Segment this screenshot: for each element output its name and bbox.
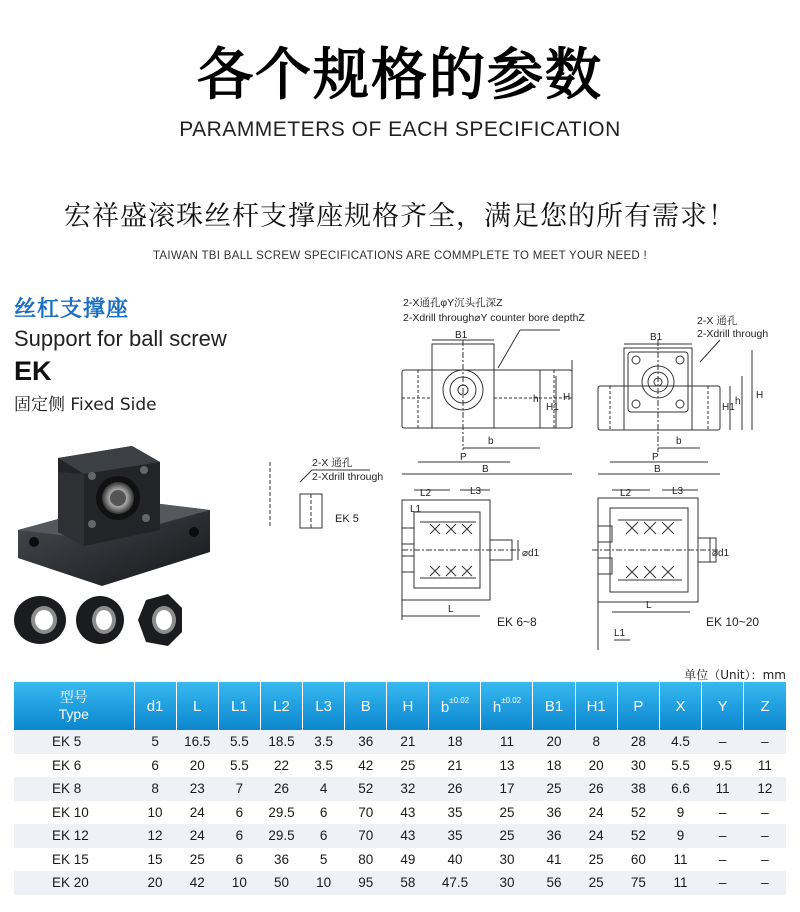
header-l2: L2 [260,682,302,730]
header-z: Z [744,682,786,730]
table-cell: 32 [387,777,429,801]
product-code: EK [14,356,52,386]
table-cell: 10 [303,871,345,895]
header-l3: L3 [303,682,345,730]
header-y: Y [702,682,744,730]
table-cell: 26 [575,777,617,801]
dim-l-left: L [448,604,454,615]
dim-b-right: b [676,436,682,447]
table-cell: 9 [659,801,701,825]
dim-l2-left: L2 [420,488,432,499]
table-cell: 16.5 [176,730,218,754]
table-cell: 25 [575,848,617,872]
table-cell: 26 [429,777,481,801]
table-cell: – [744,824,786,848]
dim-p-left: P [460,452,467,463]
header-h [481,682,533,730]
table-cell: 25 [481,801,533,825]
table-cell: 43 [387,801,429,825]
header-bb: B [345,682,387,730]
table-cell: 17 [481,777,533,801]
dim-h-right: h [735,396,741,407]
table-cell: 3.5 [303,730,345,754]
slogan-text: 宏祥盛滚珠丝杆支撑座规格齐全，满足您的所有需求！ [64,201,736,232]
dim-b1-left: B1 [455,330,468,341]
table-cell: 25 [176,848,218,872]
table-cell: 18 [429,730,481,754]
table-row [14,777,786,801]
table-cell: 50 [260,871,302,895]
table-cell: 26 [260,777,302,801]
table-cell: 58 [387,871,429,895]
table-cell: 6 [218,801,260,825]
table-cell: 21 [387,730,429,754]
table-cell: 5.5 [218,730,260,754]
table-cell: 6 [134,754,176,778]
table-cell: 75 [617,871,659,895]
dim-bb-right: B [654,464,661,475]
table-cell: 29.5 [260,824,302,848]
table-cell: 11 [659,871,701,895]
drawing-note-en-ek5: 2-Xdrill through [312,471,384,483]
dim-d1-left: ⌀d1 [522,548,540,559]
table-cell: 35 [429,824,481,848]
table-cell: 29.5 [260,801,302,825]
drawing-label-ek6-8: EK 6~8 [497,615,537,629]
header-b-label: b [440,699,450,716]
table-cell: 41 [533,848,575,872]
table-cell: 6 [303,801,345,825]
dim-l1-right: L1 [614,628,626,639]
table-cell: 11 [481,730,533,754]
header-x: X [659,682,701,730]
table-cell: 49 [387,848,429,872]
table-cell-type: EK 10 [14,801,134,825]
table-cell: 6 [218,824,260,848]
table-cell: 10 [134,801,176,825]
dim-hh-left: H [563,392,571,403]
table-cell: 42 [345,754,387,778]
table-cell: 4.5 [659,730,701,754]
table-cell: 52 [345,777,387,801]
drawing-note-cn-top: 2-X通孔φY沉头孔深Z [403,297,503,309]
product-name-cn: 丝杠支撑座 [14,297,130,322]
table-cell: 25 [533,777,575,801]
table-cell: 11 [659,848,701,872]
table-cell: 24 [176,824,218,848]
table-cell: 23 [176,777,218,801]
table-cell: 43 [387,824,429,848]
dim-b1-right: B1 [650,332,663,343]
table-cell: 60 [617,848,659,872]
header-hh: H [387,682,429,730]
table-cell: 25 [575,871,617,895]
dim-p-right: P [652,452,659,463]
table-cell: 52 [617,801,659,825]
table-cell: 12 [744,777,786,801]
table-cell-type: EK 6 [14,754,134,778]
dim-l3-right: L3 [672,486,684,497]
table-cell: 20 [134,871,176,895]
table-cell: 21 [429,754,481,778]
table-cell-type: EK 12 [14,824,134,848]
header-b1: B1 [533,682,575,730]
table-cell-type: EK 15 [14,848,134,872]
header-b [429,682,481,730]
table-cell-type: EK 20 [14,871,134,895]
header-h1: H1 [575,682,617,730]
table-cell: 18 [533,754,575,778]
header-type-en: Type [58,706,89,722]
table-cell: 24 [575,801,617,825]
table-cell: 7 [218,777,260,801]
table-cell: – [702,848,744,872]
dim-h1-right: H1 [722,402,735,413]
table-cell: 18.5 [260,730,302,754]
dim-d1-right: ⌀d1 [712,548,730,559]
table-row [14,730,786,754]
table-cell: 28 [617,730,659,754]
dim-l1-left: L1 [410,504,422,515]
table-cell: 38 [617,777,659,801]
product-side-label: 固定侧 Fixed Side [14,395,157,415]
table-cell: – [702,730,744,754]
table-cell: 36 [533,801,575,825]
table-cell: – [702,824,744,848]
page-title: 各个规格的参数 [197,43,603,108]
table-cell: 47.5 [429,871,481,895]
table-cell: 95 [345,871,387,895]
product-name-en: Support for ball screw [14,326,227,351]
dim-l2-right: L2 [620,488,632,499]
slogan-english: TAIWAN TBI BALL SCREW SPECIFICATIONS ARE COMMPLETE TO MEET YOUR NEED ! [152,250,648,262]
dim-h-left: h [533,394,539,405]
unit-label: 单位（Unit）：mm [684,668,786,682]
drawing-note-cn-ek5: 2-X 通孔 [312,457,353,469]
table-cell: 20 [533,730,575,754]
table-cell: 80 [345,848,387,872]
header-type [14,682,134,730]
table-cell: 52 [617,824,659,848]
table-cell: 6 [303,824,345,848]
table-cell: 3.5 [303,754,345,778]
table-cell: 5 [134,730,176,754]
table-cell: 36 [345,730,387,754]
table-cell: 22 [260,754,302,778]
table-cell: 70 [345,801,387,825]
table-cell: 25 [387,754,429,778]
table-row [14,754,786,778]
table-cell: 30 [481,848,533,872]
table-cell: 36 [533,824,575,848]
table-header-row [14,682,786,730]
header-l: L [176,682,218,730]
drawing-note-en-top: 2-Xdrill through⌀Y counter bore depthZ [403,312,585,324]
table-cell: – [744,848,786,872]
table-cell: 10 [218,871,260,895]
table-cell: 5.5 [659,754,701,778]
table-cell: 5.5 [218,754,260,778]
table-cell: 70 [345,824,387,848]
table-cell: 8 [575,730,617,754]
table-cell: 11 [744,754,786,778]
table-row [14,824,786,848]
dim-h1-left: H1 [546,402,559,413]
table-row [14,871,786,895]
table-cell: – [744,801,786,825]
table-cell: 42 [176,871,218,895]
table-cell: 20 [575,754,617,778]
header-type-cn: 型号 [59,689,88,705]
table-cell: 24 [575,824,617,848]
drawing-note-cn-right: 2-X 通孔 [697,315,738,327]
table-cell: 36 [260,848,302,872]
page-subtitle: PARAMMETERS OF EACH SPECIFICATION [179,118,621,141]
table-cell: 40 [429,848,481,872]
table-cell: 15 [134,848,176,872]
table-cell: – [702,871,744,895]
table-cell: 5 [303,848,345,872]
table-row [14,801,786,825]
table-row [14,848,786,872]
table-cell: 13 [481,754,533,778]
table-cell: 6.6 [659,777,701,801]
dim-l-right: L [646,600,652,611]
table-cell: 20 [176,754,218,778]
drawing-label-ek10-20: EK 10~20 [706,615,760,629]
dim-l3-left: L3 [470,486,482,497]
table-cell: 12 [134,824,176,848]
table-cell: 8 [134,777,176,801]
table-cell: 9 [659,824,701,848]
table-cell: – [702,801,744,825]
table-cell: – [744,730,786,754]
table-cell: 24 [176,801,218,825]
dim-b-left: b [488,436,494,447]
table-cell-type: EK 8 [14,777,134,801]
table-cell: 4 [303,777,345,801]
header-h-label: h [492,699,502,716]
table-cell: 9.5 [702,754,744,778]
table-cell: 30 [481,871,533,895]
spec-table [14,682,786,895]
dim-bb-left: B [482,464,489,475]
table-cell: 6 [218,848,260,872]
spec-table-body [14,730,786,895]
header-h-tolerance: ±0.02 [501,696,522,705]
table-cell: 35 [429,801,481,825]
header-p: P [617,682,659,730]
drawing-note-en-right: 2-Xdrill through [697,328,769,340]
table-cell: 25 [481,824,533,848]
header-l1: L1 [218,682,260,730]
table-cell: 11 [702,777,744,801]
dim-hh-right: H [756,390,764,401]
table-cell-type: EK 5 [14,730,134,754]
table-cell: – [744,871,786,895]
drawing-label-ek5: EK 5 [335,513,359,525]
table-cell: 30 [617,754,659,778]
table-cell: 56 [533,871,575,895]
header-d1: d1 [134,682,176,730]
header-b-tolerance: ±0.02 [449,696,470,705]
